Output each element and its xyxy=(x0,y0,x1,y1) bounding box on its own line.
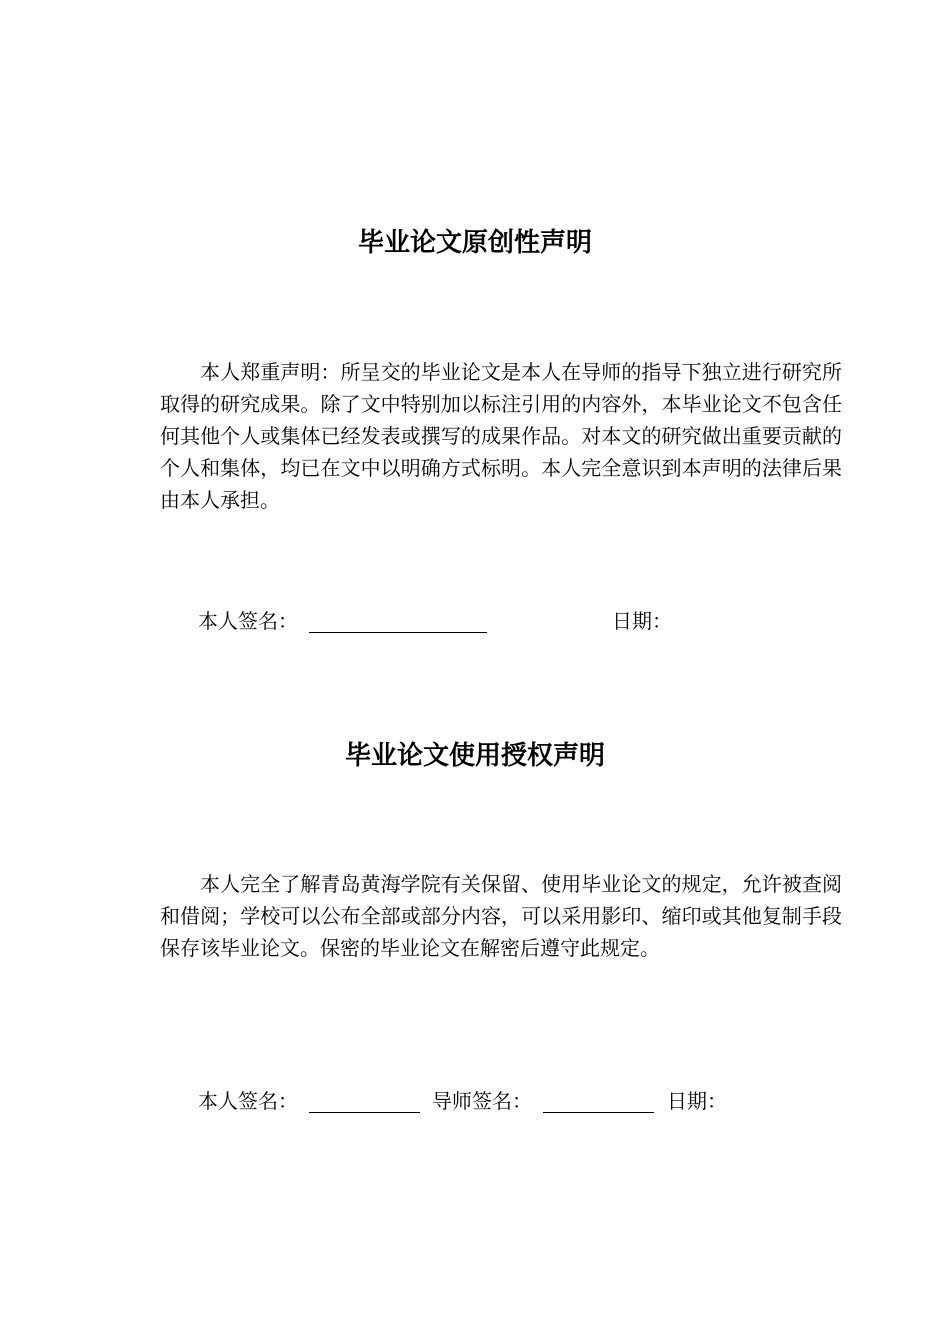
authorization-declaration-text: 本人完全了解青岛黄海学院有关保留、使用毕业论文的规定，允许被查阅和借阅；学校可以公布全部或部分内容，可以采用影印、缩印或其他复制手段保存该毕业论文。保密的毕业论文在解密后遵守此规定。 xyxy=(160,872,842,960)
date-label: 日期： xyxy=(612,609,672,633)
authorization-declaration-title: 毕业论文使用授权声明 xyxy=(344,741,605,771)
date-label: 日期： xyxy=(667,1089,727,1113)
author-signature-line[interactable] xyxy=(309,632,487,633)
advisor-signature-line[interactable] xyxy=(543,1112,654,1113)
author-signature-line[interactable] xyxy=(309,1112,420,1113)
originality-declaration-title: 毕业论文原创性声明 xyxy=(357,228,592,258)
author-signature-label: 本人签名： xyxy=(198,1089,298,1113)
authorization-signature-row xyxy=(0,1087,950,1117)
author-signature-label: 本人签名： xyxy=(198,609,298,633)
originality-declaration-text: 本人郑重声明：所呈交的毕业论文是本人在导师的指导下独立进行研究所取得的研究成果。除了文中特别加以标注引用的内容外，本毕业论文不包含任何其他个人或集体已经发表或撰写的成果作品。对本文的研究做出重要贡献的个人和集体，均已在文中以明确方式标明。本人完全意识到本声明的法律后果由本人承担。 xyxy=(160,360,842,512)
originality-signature-row xyxy=(0,607,950,637)
advisor-signature-label: 导师签名： xyxy=(432,1089,532,1113)
